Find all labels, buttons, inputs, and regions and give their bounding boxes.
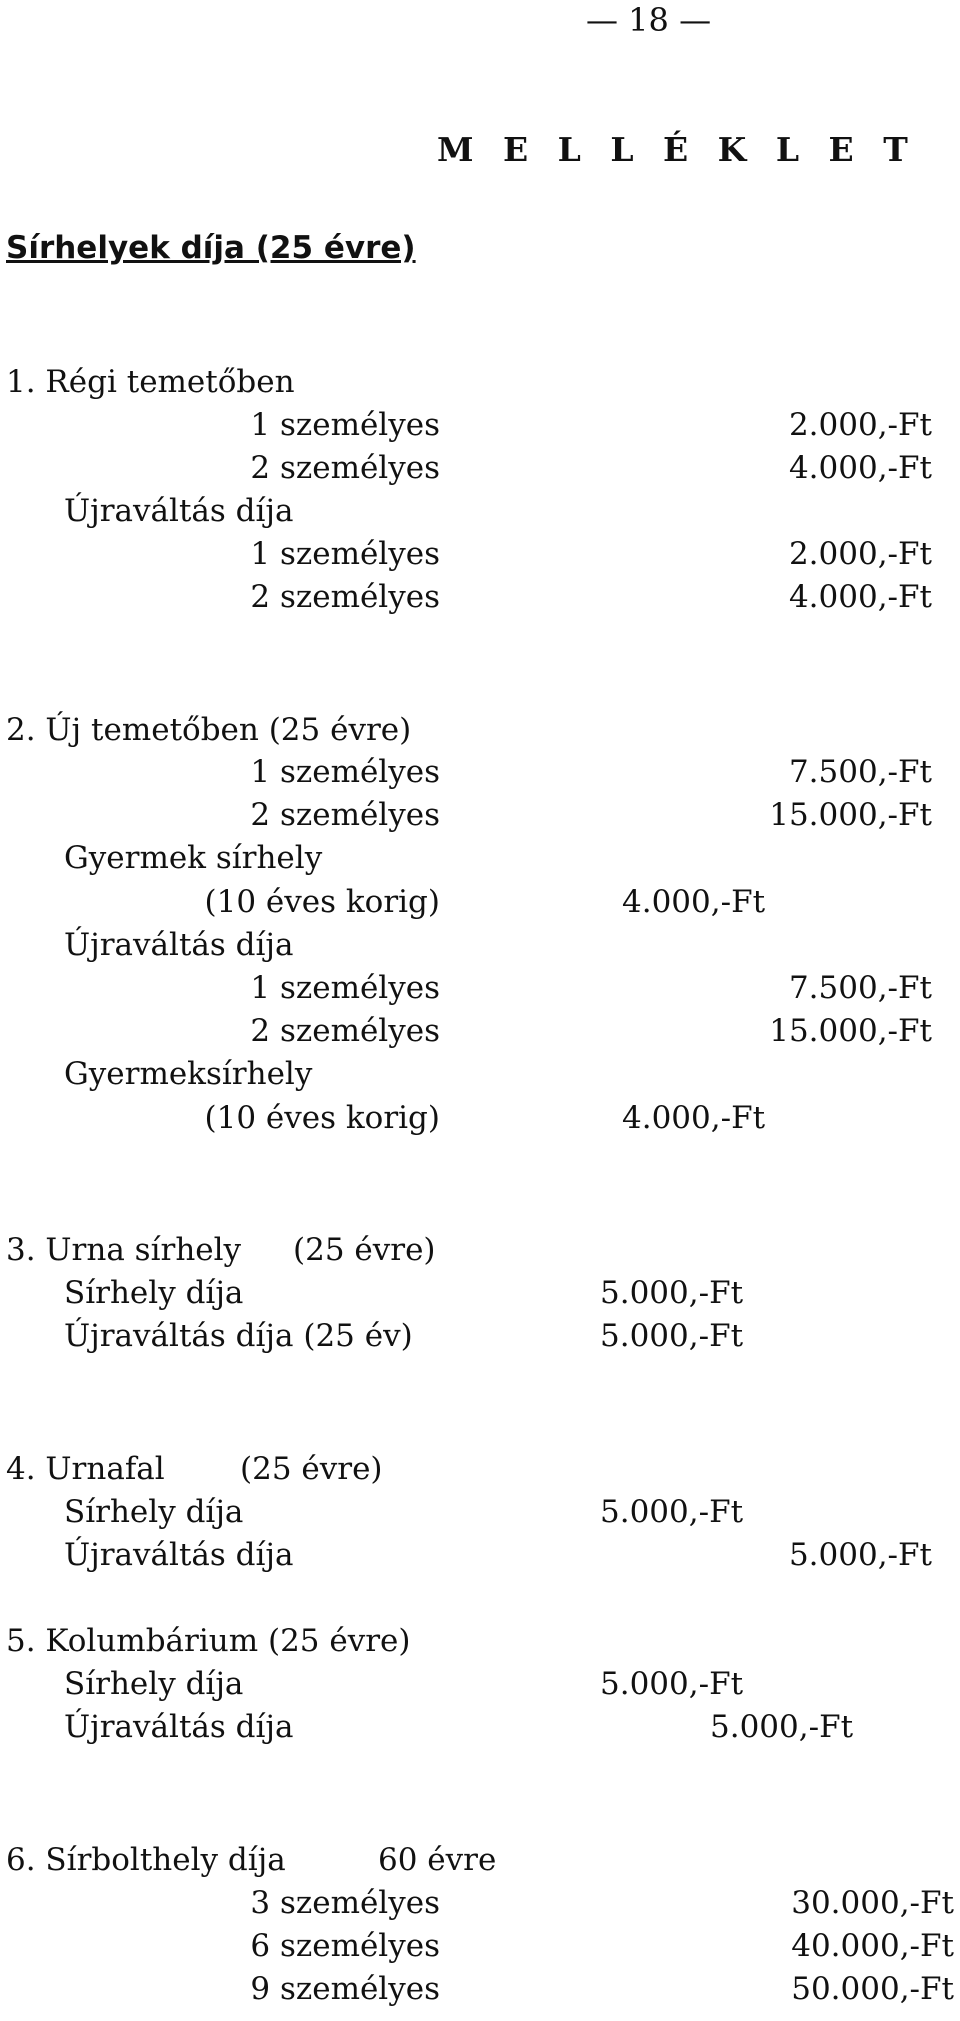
section-2-line-4-price: 4.000,-Ft [622, 884, 766, 920]
section-2-line-8-label: Gyermeksírhely [64, 1056, 313, 1092]
section-4-line-2-price: 5.000,-Ft [788, 1537, 932, 1573]
section-2-line-4-label: (10 éves korig) [204, 884, 440, 920]
section-1-line-1-label: 1 személyes [250, 407, 440, 443]
section-2-line-7-label: 2 személyes [250, 1013, 440, 1049]
section-4-title: 4. Urnafal [6, 1451, 165, 1487]
section-3-line-1-price: 5.000,-Ft [600, 1275, 744, 1311]
section-2-line-3-label: Gyermek sírhely [64, 840, 323, 876]
section-6-line-3-label: 9 személyes [250, 1971, 440, 2007]
section-6-line-2-label: 6 személyes [250, 1928, 440, 1964]
section-5-line-2-label: Újraváltás díja [64, 1709, 294, 1745]
section-1-line-1-price: 2.000,-Ft [788, 407, 932, 443]
section-5-line-1-label: Sírhely díja [64, 1666, 244, 1702]
section-4-line-1-label: Sírhely díja [64, 1494, 244, 1530]
section-2-line-1-price: 7.500,-Ft [788, 754, 932, 790]
section-6-line-1-label: 3 személyes [250, 1885, 440, 1921]
section-1-title: 1. Régi temetőben [6, 364, 295, 400]
section-2-line-1-label: 1 személyes [250, 754, 440, 790]
section-heading: Sírhelyek díja (25 évre) [6, 230, 416, 266]
section-1-line-3-label: Újraváltás díja [64, 493, 294, 529]
section-3-line-2-price: 5.000,-Ft [600, 1318, 744, 1354]
section-2-title: 2. Új temetőben (25 évre) [6, 712, 412, 748]
section-1-line-2-price: 4.000,-Ft [788, 450, 932, 486]
section-1-line-5-price: 4.000,-Ft [788, 579, 932, 615]
section-2-line-2-label: 2 személyes [250, 797, 440, 833]
section-4-line-2-label: Újraváltás díja [64, 1537, 294, 1573]
section-3-line-2-label: Újraváltás díja (25 év) [64, 1318, 413, 1354]
section-3-title: 3. Urna sírhely [6, 1232, 242, 1268]
section-5-title: 5. Kolumbárium (25 évre) [6, 1623, 411, 1659]
section-3-line-1-label: Sírhely díja [64, 1275, 244, 1311]
section-2-line-7-price: 15.000,-Ft [769, 1013, 932, 1049]
section-2-line-2-price: 15.000,-Ft [769, 797, 932, 833]
page-number: — 18 — [586, 1, 712, 39]
section-2-line-5-label: Újraváltás díja [64, 927, 294, 963]
section-2-line-9-label: (10 éves korig) [204, 1100, 440, 1136]
section-6-title: 6. Sírbolthely díja [6, 1842, 286, 1878]
section-6-line-2-price: 40.000,-Ft [791, 1928, 954, 1964]
section-3-title-suffix: (25 évre) [293, 1232, 436, 1268]
section-6-line-1-price: 30.000,-Ft [791, 1885, 954, 1921]
section-2-line-6-label: 1 személyes [250, 970, 440, 1006]
section-1-line-5-label: 2 személyes [250, 579, 440, 615]
section-2-line-9-price: 4.000,-Ft [622, 1100, 766, 1136]
section-5-line-1-price: 5.000,-Ft [600, 1666, 744, 1702]
page-title: M E L L É K L E T [437, 130, 917, 169]
section-1-line-4-label: 1 személyes [250, 536, 440, 572]
section-5-line-2-price: 5.000,-Ft [710, 1709, 854, 1745]
section-4-title-suffix: (25 évre) [240, 1451, 383, 1487]
section-4-line-1-price: 5.000,-Ft [600, 1494, 744, 1530]
section-2-line-6-price: 7.500,-Ft [788, 970, 932, 1006]
section-1-line-2-label: 2 személyes [250, 450, 440, 486]
section-6-title-suffix: 60 évre [378, 1842, 497, 1878]
section-6-line-3-price: 50.000,-Ft [791, 1971, 954, 2007]
section-1-line-4-price: 2.000,-Ft [788, 536, 932, 572]
